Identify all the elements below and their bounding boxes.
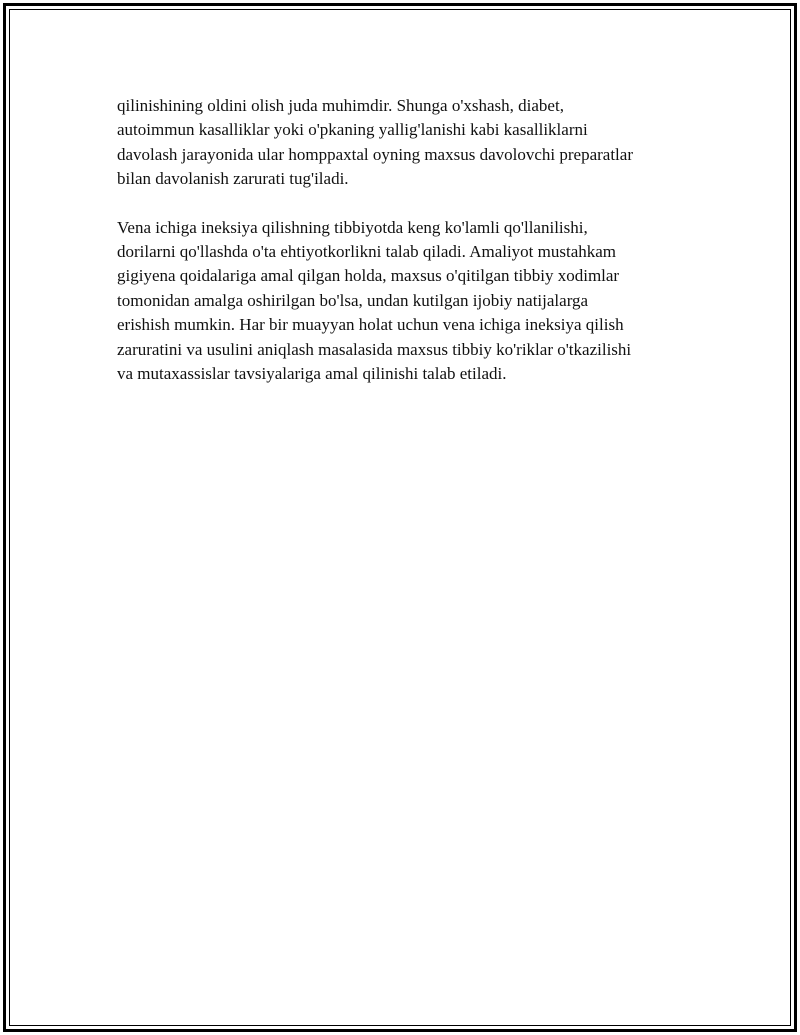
- text-line: va mutaxassislar tavsiyalariga amal qilinishi talab etiladi.: [117, 364, 507, 384]
- text-line: qilinishining oldini olish juda muhimdir. Shunga o'xshash, diabet,: [117, 96, 564, 115]
- paragraph-2: [117, 216, 697, 387]
- text-line: tomonidan amalga oshirilgan bo'lsa, undan kutilgan ijobiy natijalarga: [117, 290, 589, 310]
- paragraph-1: [117, 94, 697, 192]
- document-body: [117, 94, 697, 410]
- text-line: davolash jarayonida ular homppaxtal oyning maxsus davolovchi preparatlar: [117, 144, 633, 164]
- text-line: autoimmun kasalliklar yoki o'pkaning yallig'lanishi kabi kasalliklarni: [117, 120, 588, 140]
- text-line: dorilarni qo'llashda o'ta ehtiyotkorlikni talab qiladi. Amaliyot mustahkam: [117, 242, 617, 262]
- text-line: bilan davolanish zarurati tug'iladi.: [117, 169, 349, 189]
- text-line: zaruratini va usulini aniqlash masalasida maxsus tibbiy ko'riklar o'tkazilishi: [117, 339, 632, 359]
- text-line: erishish mumkin. Har bir muayyan holat uchun vena ichiga ineksiya qilish: [117, 315, 624, 335]
- page-frame: [3, 3, 797, 1032]
- text-line: gigiyena qoidalariga amal qilgan holda, maxsus o'qitilgan tibbiy xodimlar: [117, 266, 620, 286]
- text-line: Vena ichiga ineksiya qilishning tibbiyotda keng ko'lamli qo'llanilishi,: [117, 217, 588, 237]
